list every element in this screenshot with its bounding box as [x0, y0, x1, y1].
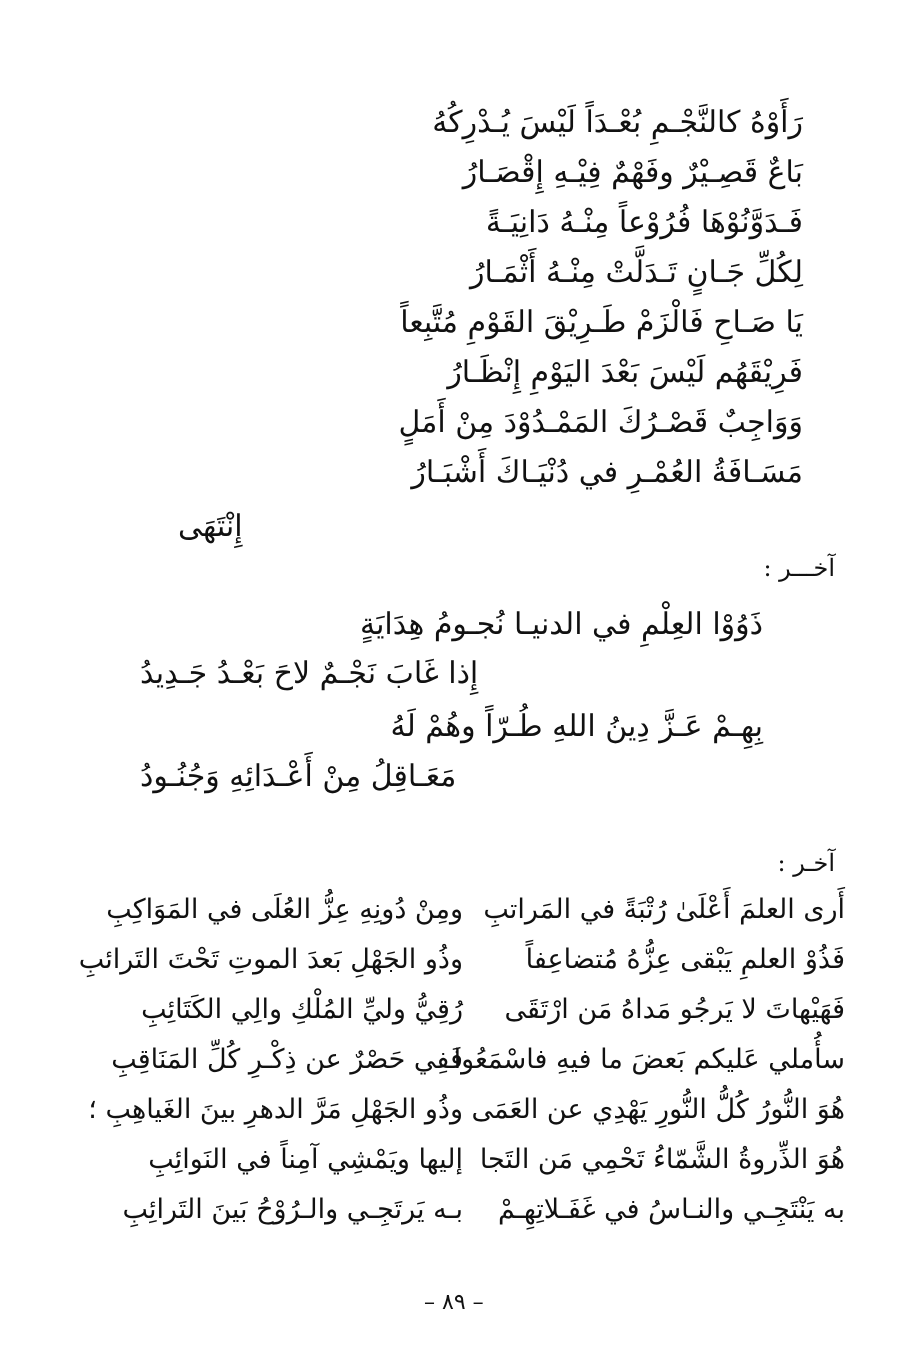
section2-line-4: مَعَـاقِلُ مِنْ أَعْـدَائِهِ وَجُنُـودُ	[140, 759, 457, 794]
left-column-line-6: إليها ويَمْشِي آمِناً في النَوائِبِ	[148, 1144, 463, 1175]
left-column-line-2: وذُو الجَهْلِ بَعدَ الموتِ تَحْتَ التَرائبِ	[78, 944, 463, 975]
poem1-line-7: وَوَاجِبٌ قَصْـرُكَ المَمْـدُوْدَ مِنْ أَمَلٍ	[398, 405, 803, 440]
poem1-line-2: بَاعٌ قَصِـيْرٌ وفَهْمٌ فِيْـهِ إِقْصَـارُ	[462, 155, 803, 190]
poem1-line-8: مَسَـافَةُ العُمْـرِ في دُنْيَـاكَ أَشْبَـارُ	[411, 455, 803, 490]
left-column-line-5: وذُو الجَهْلِ مَرَّ الدهرِ بينَ الغَياهِبِ ؛	[88, 1094, 463, 1125]
poem1-line-4: لِكُلِّ جَـانٍ تَـدَلَّتْ مِنْـهُ أَثْمَـارُ	[469, 255, 803, 290]
poem1-line-3: فَـدَوَّنُوْهَا فُرُوْعاً مِنْـهُ دَانِيَـةً	[485, 205, 803, 240]
poem1-line-1: رَأَوْهُ كالنَّجْـمِ بُعْـدَاً لَيْسَ يُـدْرِكُهُ	[432, 105, 803, 140]
right-column-line-4: سأُملي عَليكم بَعضَ ما فيهِ فاسْمَعُوا	[453, 1044, 845, 1075]
left-column-line-1: ومِنْ دُونِهِ عِزُّ العُلَى في المَوَاكِبِ	[106, 894, 463, 925]
section3-heading: آخـر :	[777, 849, 835, 877]
right-column-line-7: به يَنْتَجِـي والنـاسُ في غَفَـلاتِهِـمْ	[497, 1194, 845, 1225]
poem1-line-5: يَا صَـاحِ فَالْزَمْ طَـرِيْقَ القَوْمِ مُتَّبِعاً	[400, 305, 803, 340]
section2-line-3: بِهِـمْ عَـزَّ دِينُ اللهِ طُـرّاً وهُمْ لَهُ	[390, 709, 763, 744]
section2-line-1: ذَوُوْا العِلْمِ في الدنيـا نُجـومُ هِدَايَةٍ	[359, 607, 763, 642]
section2-line-2: إِذا غَابَ نَجْـمٌ لاحَ بَعْـدُ جَـدِيدُ	[140, 656, 479, 691]
right-column-line-5: هُوَ النُّورُ كُلُّ النُّورِ يَهْدِي عن العَمَى	[471, 1094, 845, 1125]
page-number: – ٨٩ –	[424, 1290, 484, 1315]
right-column-line-1: أَرى العلمَ أَعْلَىٰ رُتْبَةً في المَراتبِ	[483, 894, 845, 925]
right-column-line-3: فَهَيْهاتَ لا يَرجُو مَداهُ مَن ارْتَقَى	[504, 994, 845, 1025]
left-column-line-4: فَفِي حَصْرٌ عن ذِكْـرِ كُلِّ المَنَاقِبِ	[111, 1044, 463, 1075]
left-column-line-7: بـه يَرتَجِـي والـرُوْحُ بَينَ التَرائِبِ	[122, 1194, 463, 1225]
section2-heading: آخـــر :	[763, 554, 835, 582]
poem1-line-6: فَرِيْقَهُم لَيْسَ بَعْدَ اليَوْمِ إِنْظَـارُ	[447, 355, 803, 390]
right-column-line-2: فَذُوْ العلمِ يَبْقى عِزُّهُ مُتضاعِفاً	[525, 944, 845, 975]
left-column-line-3: رُقِيُّ وليِّ المُلْكِ والِي الكَتَائِبِ	[141, 994, 463, 1025]
poem1-end-marker: إِنْتَهَى	[178, 509, 243, 544]
right-column-line-6: هُوَ الذِّروةُ الشَّمّاءُ تَحْمِي مَن التَجا	[479, 1144, 845, 1175]
